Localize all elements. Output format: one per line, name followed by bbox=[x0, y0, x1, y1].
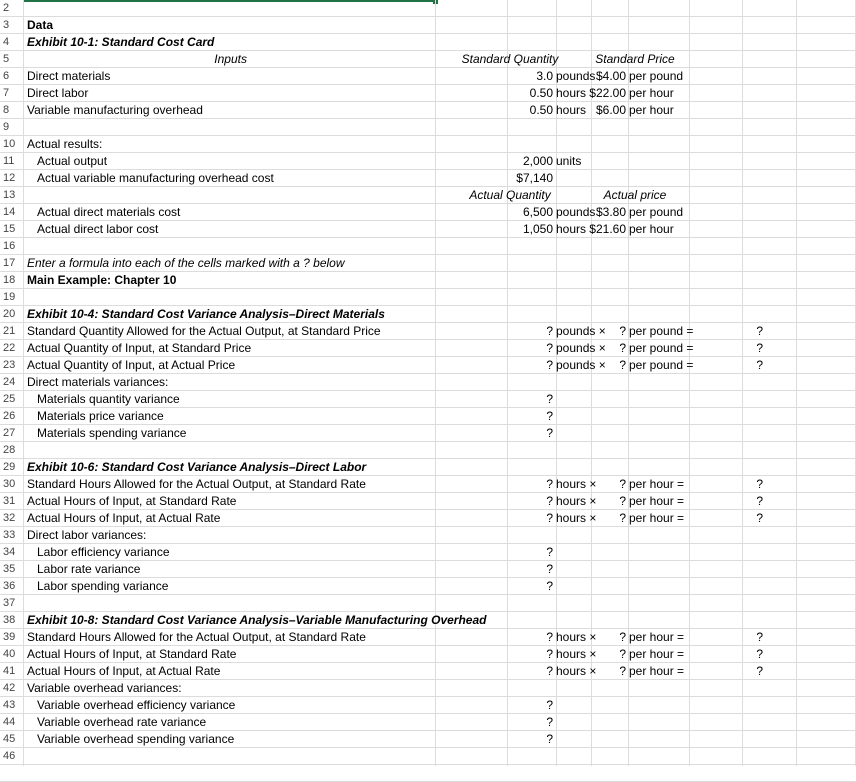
row-number[interactable]: 40 bbox=[3, 648, 16, 660]
row-number[interactable]: 6 bbox=[3, 70, 10, 82]
value-cell[interactable]: $3.80 bbox=[595, 205, 626, 219]
unit-cell[interactable]: pounds bbox=[556, 205, 596, 219]
row-number[interactable]: 8 bbox=[3, 104, 10, 116]
label-cell[interactable]: Materials quantity variance bbox=[37, 392, 180, 406]
row-number[interactable]: 39 bbox=[3, 631, 16, 643]
unit-cell[interactable]: units bbox=[556, 154, 582, 168]
label-cell[interactable]: Enter a formula into each of the cells marked with a ? below bbox=[27, 256, 345, 270]
value-cell[interactable]: ? bbox=[546, 426, 553, 440]
column-header[interactable]: Actual price bbox=[603, 188, 667, 202]
row-gridline bbox=[0, 764, 856, 765]
label-cell[interactable]: Materials price variance bbox=[37, 409, 164, 423]
value-cell[interactable]: ? bbox=[546, 409, 553, 423]
unit-cell[interactable]: hours bbox=[556, 222, 587, 236]
unit-cell[interactable]: per hour = bbox=[629, 511, 685, 525]
row-number[interactable]: 34 bbox=[3, 546, 16, 558]
value-cell[interactable]: ? bbox=[619, 324, 626, 338]
row-number[interactable]: 3 bbox=[3, 19, 10, 31]
row-number[interactable]: 38 bbox=[3, 614, 16, 626]
unit-cell[interactable]: per hour bbox=[629, 222, 674, 236]
label-cell[interactable]: Standard Hours Allowed for the Actual Output, at Standard Rate bbox=[27, 477, 366, 491]
label-cell[interactable]: Labor spending variance bbox=[37, 579, 169, 593]
unit-cell[interactable]: per hour = bbox=[629, 477, 685, 491]
result-cell[interactable]: ? bbox=[756, 324, 763, 338]
unit-cell[interactable]: hours × bbox=[556, 494, 597, 508]
row-number[interactable]: 26 bbox=[3, 410, 16, 422]
label-cell[interactable]: Variable manufacturing overhead bbox=[27, 103, 203, 117]
row-number[interactable]: 20 bbox=[3, 308, 16, 320]
unit-cell[interactable]: hours × bbox=[556, 630, 597, 644]
value-cell[interactable]: ? bbox=[546, 392, 553, 406]
value-cell[interactable]: ? bbox=[619, 630, 626, 644]
unit-cell[interactable]: per pound bbox=[629, 205, 684, 219]
label-cell[interactable]: Labor efficiency variance bbox=[37, 545, 170, 559]
value-cell[interactable]: $21.60 bbox=[589, 222, 626, 236]
label-cell[interactable]: Exhibit 10-8: Standard Cost Variance Analysis–Variable Manufacturing Overhead bbox=[27, 613, 487, 627]
value-cell[interactable]: $4.00 bbox=[595, 69, 626, 83]
result-cell[interactable]: ? bbox=[756, 647, 763, 661]
label-cell[interactable]: Exhibit 10-4: Standard Cost Variance Analysis–Direct Materials bbox=[27, 307, 385, 321]
result-cell[interactable]: ? bbox=[756, 664, 763, 678]
value-cell[interactable]: ? bbox=[619, 477, 626, 491]
row-number[interactable]: 45 bbox=[3, 733, 16, 745]
value-cell[interactable]: ? bbox=[546, 664, 553, 678]
label-cell[interactable]: Direct labor bbox=[27, 86, 89, 100]
value-cell[interactable]: ? bbox=[619, 511, 626, 525]
result-cell[interactable]: ? bbox=[756, 630, 763, 644]
unit-cell[interactable]: per hour bbox=[629, 103, 674, 117]
value-cell[interactable]: ? bbox=[546, 358, 553, 372]
selection-border bbox=[24, 0, 436, 2]
value-cell[interactable]: ? bbox=[546, 494, 553, 508]
label-cell[interactable]: Exhibit 10-6: Standard Cost Variance Analysis–Direct Labor bbox=[27, 460, 367, 474]
unit-cell[interactable]: pounds bbox=[556, 69, 596, 83]
row-number[interactable]: 35 bbox=[3, 563, 16, 575]
row-number[interactable]: 2 bbox=[3, 2, 10, 14]
unit-cell[interactable]: per hour = bbox=[629, 647, 685, 661]
row-number[interactable]: 29 bbox=[3, 461, 16, 473]
label-cell[interactable]: Standard Quantity Allowed for the Actual Output, at Standard Price bbox=[27, 324, 381, 338]
label-cell[interactable]: Actual Quantity of Input, at Actual Price bbox=[27, 358, 236, 372]
label-cell[interactable]: Variable overhead efficiency variance bbox=[37, 698, 236, 712]
unit-cell[interactable]: per hour = bbox=[629, 664, 685, 678]
unit-cell[interactable]: per pound = bbox=[629, 341, 694, 355]
result-cell[interactable]: ? bbox=[756, 358, 763, 372]
row-number[interactable]: 18 bbox=[3, 274, 16, 286]
row-number[interactable]: 7 bbox=[3, 87, 10, 99]
row-number[interactable]: 42 bbox=[3, 682, 16, 694]
row-number[interactable]: 37 bbox=[3, 597, 16, 609]
label-cell[interactable]: Actual Hours of Input, at Standard Rate bbox=[27, 647, 237, 661]
unit-cell[interactable]: per hour = bbox=[629, 494, 685, 508]
label-cell[interactable]: Materials spending variance bbox=[37, 426, 187, 440]
unit-cell[interactable]: hours × bbox=[556, 511, 597, 525]
value-cell[interactable]: ? bbox=[546, 732, 553, 746]
label-cell[interactable]: Variable overhead variances: bbox=[27, 681, 182, 695]
label-cell[interactable]: Actual direct materials cost bbox=[37, 205, 181, 219]
column-header[interactable]: Standard Quantity bbox=[461, 52, 559, 66]
value-cell[interactable]: $7,140 bbox=[516, 171, 553, 185]
value-cell[interactable]: ? bbox=[546, 324, 553, 338]
label-cell[interactable]: Variable overhead rate variance bbox=[37, 715, 207, 729]
row-number[interactable]: 5 bbox=[3, 53, 10, 65]
value-cell[interactable]: ? bbox=[546, 630, 553, 644]
label-cell[interactable]: Standard Hours Allowed for the Actual Output, at Standard Rate bbox=[27, 630, 366, 644]
value-cell[interactable]: $22.00 bbox=[589, 86, 626, 100]
value-cell[interactable]: ? bbox=[546, 477, 553, 491]
value-cell[interactable]: ? bbox=[546, 545, 553, 559]
row-number[interactable]: 23 bbox=[3, 359, 16, 371]
row-number[interactable]: 41 bbox=[3, 665, 16, 677]
unit-cell[interactable]: per hour bbox=[629, 86, 674, 100]
value-cell[interactable]: ? bbox=[546, 511, 553, 525]
row-number[interactable]: 19 bbox=[3, 291, 16, 303]
row-number[interactable]: 43 bbox=[3, 699, 16, 711]
label-cell[interactable]: Direct labor variances: bbox=[27, 528, 147, 542]
label-cell[interactable]: Actual results: bbox=[27, 137, 103, 151]
result-cell[interactable]: ? bbox=[756, 477, 763, 491]
label-cell[interactable]: Actual direct labor cost bbox=[37, 222, 159, 236]
value-cell[interactable]: ? bbox=[619, 358, 626, 372]
label-cell[interactable]: Actual output bbox=[37, 154, 108, 168]
label-cell[interactable]: Main Example: Chapter 10 bbox=[27, 273, 177, 287]
unit-cell[interactable]: hours × bbox=[556, 664, 597, 678]
row-number[interactable]: 13 bbox=[3, 189, 16, 201]
value-cell[interactable]: ? bbox=[546, 715, 553, 729]
row-number[interactable]: 16 bbox=[3, 240, 16, 252]
value-cell[interactable]: ? bbox=[546, 562, 553, 576]
row-number[interactable]: 24 bbox=[3, 376, 16, 388]
result-cell[interactable]: ? bbox=[756, 341, 763, 355]
label-cell[interactable]: Variable overhead spending variance bbox=[37, 732, 235, 746]
row-number[interactable]: 46 bbox=[3, 750, 16, 762]
row-number[interactable]: 44 bbox=[3, 716, 16, 728]
row-number[interactable]: 32 bbox=[3, 512, 16, 524]
row-number[interactable]: 9 bbox=[3, 121, 10, 133]
row-number[interactable]: 25 bbox=[3, 393, 16, 405]
row-number[interactable]: 4 bbox=[3, 36, 10, 48]
label-cell[interactable]: Actual Quantity of Input, at Standard Price bbox=[27, 341, 252, 355]
label-cell[interactable]: Direct materials variances: bbox=[27, 375, 169, 389]
value-cell[interactable]: ? bbox=[619, 341, 626, 355]
row-number[interactable]: 17 bbox=[3, 257, 16, 269]
value-cell[interactable]: $6.00 bbox=[595, 103, 626, 117]
value-cell[interactable]: ? bbox=[619, 647, 626, 661]
unit-cell[interactable]: per pound bbox=[629, 69, 684, 83]
label-cell[interactable]: Actual variable manufacturing overhead cost bbox=[37, 171, 274, 185]
row-number[interactable]: 21 bbox=[3, 325, 16, 337]
unit-cell[interactable]: pounds × bbox=[556, 341, 606, 355]
label-cell[interactable]: Exhibit 10-1: Standard Cost Card bbox=[27, 35, 215, 49]
unit-cell[interactable]: hours bbox=[556, 86, 587, 100]
value-cell[interactable]: 2,000 bbox=[522, 154, 553, 168]
row-number[interactable]: 36 bbox=[3, 580, 16, 592]
unit-cell[interactable]: pounds × bbox=[556, 358, 606, 372]
value-cell[interactable]: 1,050 bbox=[522, 222, 553, 236]
label-cell[interactable]: Actual Hours of Input, at Actual Rate bbox=[27, 664, 221, 678]
row-number[interactable]: 30 bbox=[3, 478, 16, 490]
label-cell[interactable]: Direct materials bbox=[27, 69, 111, 83]
column-gridline bbox=[796, 0, 797, 766]
row-number[interactable]: 10 bbox=[3, 138, 16, 150]
row-number[interactable]: 11 bbox=[3, 155, 15, 167]
result-cell[interactable]: ? bbox=[756, 511, 763, 525]
label-cell[interactable]: Actual Hours of Input, at Standard Rate bbox=[27, 494, 237, 508]
unit-cell[interactable]: per pound = bbox=[629, 358, 694, 372]
value-cell[interactable]: 0.50 bbox=[529, 103, 553, 117]
value-cell[interactable]: ? bbox=[546, 341, 553, 355]
inputs-header[interactable]: Inputs bbox=[214, 52, 247, 66]
row-number[interactable]: 15 bbox=[3, 223, 16, 235]
value-cell[interactable]: ? bbox=[546, 647, 553, 661]
column-header[interactable]: Standard Price bbox=[595, 52, 675, 66]
label-cell[interactable]: Labor rate variance bbox=[37, 562, 141, 576]
row-number[interactable]: 31 bbox=[3, 495, 16, 507]
label-cell[interactable]: Actual Hours of Input, at Actual Rate bbox=[27, 511, 221, 525]
row-number[interactable]: 22 bbox=[3, 342, 16, 354]
value-cell[interactable]: 6,500 bbox=[522, 205, 553, 219]
row-number[interactable]: 28 bbox=[3, 444, 16, 456]
unit-cell[interactable]: hours × bbox=[556, 647, 597, 661]
row-number[interactable]: 33 bbox=[3, 529, 16, 541]
unit-cell[interactable]: per hour = bbox=[629, 630, 685, 644]
column-header[interactable]: Actual Quantity bbox=[469, 188, 551, 202]
row-number[interactable]: 14 bbox=[3, 206, 16, 218]
value-cell[interactable]: ? bbox=[619, 494, 626, 508]
value-cell[interactable]: ? bbox=[546, 579, 553, 593]
value-cell[interactable]: ? bbox=[619, 664, 626, 678]
row-number[interactable]: 27 bbox=[3, 427, 16, 439]
result-cell[interactable]: ? bbox=[756, 494, 763, 508]
value-cell[interactable]: 3.0 bbox=[536, 69, 553, 83]
unit-cell[interactable]: per pound = bbox=[629, 324, 694, 338]
value-cell[interactable]: ? bbox=[546, 698, 553, 712]
unit-cell[interactable]: hours × bbox=[556, 477, 597, 491]
unit-cell[interactable]: pounds × bbox=[556, 324, 606, 338]
unit-cell[interactable]: hours bbox=[556, 103, 587, 117]
label-cell[interactable]: Data bbox=[27, 18, 54, 32]
row-number[interactable]: 12 bbox=[3, 172, 16, 184]
value-cell[interactable]: 0.50 bbox=[529, 86, 553, 100]
